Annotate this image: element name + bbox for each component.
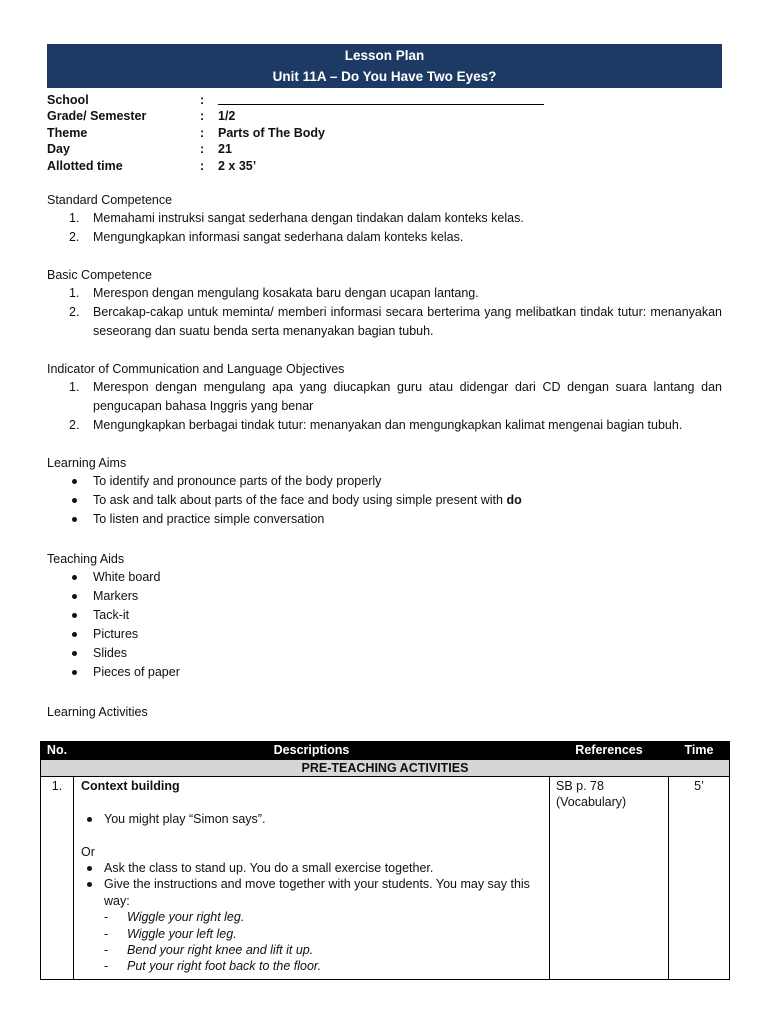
item-text: To ask and talk about parts of the face and body using simple present with (93, 493, 503, 507)
list-item (47, 587, 722, 606)
list-item (47, 303, 722, 341)
learning-activities-section (47, 703, 722, 721)
learning-activities-table (40, 741, 730, 980)
list-item (47, 644, 722, 663)
item-text: Ask the class to stand up. You do a small exercise together. (104, 861, 434, 875)
item-text: Merespon dengan mengulang kosakata baru dengan ucapan lantang. (93, 286, 479, 300)
row-description (74, 777, 550, 980)
info-label: Day (47, 142, 70, 157)
info-label: Allotted time (47, 158, 123, 173)
item-text: Markers (93, 589, 139, 603)
list-item (81, 860, 543, 876)
item-text: Bend your right knee and lift it up. (127, 943, 314, 958)
list-item (47, 472, 722, 491)
item-text: Mengungkapkan berbagai tindak tutur: menanyakan dan mengungkapkan kalimat mengenai bagian tubuh. (93, 418, 683, 432)
item-text: To listen and practice simple conversation (93, 512, 325, 526)
column-header-no: No. (41, 742, 74, 760)
list-item (47, 416, 722, 435)
list-item (47, 568, 722, 587)
column-header-references: References (550, 742, 669, 760)
item-number: 2. (69, 418, 80, 432)
info-colon: : (200, 93, 205, 107)
info-row-allotted-time (47, 158, 722, 174)
info-row-grade (47, 108, 722, 124)
info-value: 2 x 35’ (218, 158, 257, 173)
info-label: School (47, 93, 89, 107)
info-row-day (47, 141, 722, 157)
item-text: Merespon dengan mengulang apa yang diucapkan guru atau didengar dari CD dengan suara lantang dan pengucapan bahasa Inggris yang benar (93, 380, 722, 413)
indicator-section (47, 360, 722, 435)
list-item (81, 909, 543, 925)
list-item (47, 606, 722, 625)
info-label: Grade/ Semester (47, 109, 147, 124)
section-heading: Indicator of Communication and Language Objectives (47, 362, 345, 376)
item-number: 1. (69, 211, 80, 225)
list-item (47, 209, 722, 228)
info-value: 21 (218, 142, 232, 157)
info-label: Theme (47, 125, 88, 140)
item-number: 2. (69, 230, 80, 244)
bullet-icon (72, 517, 77, 522)
bold-keyword: do (506, 493, 522, 507)
info-value: Parts of The Body (218, 125, 325, 140)
reference-text: (Vocabulary) (556, 795, 627, 810)
item-text: Wiggle your right leg. (127, 910, 245, 925)
column-header-time: Time (669, 742, 730, 760)
info-colon: : (200, 142, 205, 157)
bullet-icon (87, 866, 92, 871)
section-heading: Learning Activities (47, 705, 148, 719)
bullet-icon (72, 632, 77, 637)
info-colon: : (200, 158, 205, 173)
item-text: Slides (93, 646, 128, 660)
bullet-icon (72, 575, 77, 580)
list-item (81, 811, 543, 827)
teaching-aids-section (47, 550, 722, 682)
dash-marker: - (104, 926, 109, 941)
list-item (47, 625, 722, 644)
list-item (47, 510, 722, 529)
item-text: Pictures (93, 627, 139, 641)
table-header-row (41, 742, 730, 760)
item-text: Memahami instruksi sangat sederhana dengan tindakan dalam konteks kelas. (93, 211, 524, 225)
item-number: 2. (69, 305, 80, 319)
item-number: 1. (69, 286, 80, 300)
info-colon: : (200, 125, 205, 140)
list-item (47, 491, 722, 510)
or-text: Or (81, 844, 95, 859)
item-text: To identify and pronounce parts of the body properly (93, 474, 382, 488)
list-item (81, 926, 543, 942)
info-row-school (47, 92, 722, 108)
standard-competence-section (47, 191, 722, 247)
info-block (47, 92, 722, 174)
bullet-icon (72, 498, 77, 503)
section-heading: Learning Aims (47, 456, 127, 470)
item-text: Bercakap-cakap untuk meminta/ memberi informasi secara berterima yang melibatkan tindak tutur: menanyakan seseorang dan suatu benda serta menanyakan bagian tubuh. (93, 305, 722, 338)
item-text: Give the instructions and move together with your students. You may say this way: (104, 877, 530, 908)
section-heading: Standard Competence (47, 193, 173, 207)
list-item (81, 942, 543, 958)
section-row (41, 760, 730, 777)
bullet-icon (72, 479, 77, 484)
info-value: 1/2 (218, 109, 236, 124)
school-blank-line (218, 104, 544, 105)
info-colon: : (200, 109, 205, 124)
row-references (550, 777, 669, 980)
item-text: Mengungkapkan informasi sangat sederhana dalam konteks kelas. (93, 230, 464, 244)
reference-text: SB p. 78 (556, 779, 604, 793)
item-text: Pieces of paper (93, 665, 180, 679)
bullet-icon (72, 651, 77, 656)
bullet-icon (72, 594, 77, 599)
item-text: Wiggle your left leg. (127, 926, 237, 941)
section-heading: Teaching Aids (47, 552, 125, 566)
pre-teaching-heading: PRE-TEACHING ACTIVITIES (41, 760, 730, 777)
row-number: 1. (41, 777, 74, 980)
item-text: Tack-it (93, 608, 130, 622)
item-number: 1. (69, 380, 80, 394)
list-item (47, 284, 722, 303)
document-subtitle: Unit 11A – Do You Have Two Eyes? (272, 69, 497, 84)
bullet-icon (87, 817, 92, 822)
section-heading: Basic Competence (47, 268, 152, 282)
list-item (47, 663, 722, 682)
dash-marker: - (104, 910, 109, 925)
bullet-icon (87, 882, 92, 887)
row-time: 5’ (669, 777, 730, 980)
dash-marker: - (104, 943, 109, 958)
list-item (81, 876, 543, 909)
bullet-icon (72, 670, 77, 675)
basic-competence-section (47, 266, 722, 341)
item-text: Put your right foot back to the floor. (127, 959, 322, 974)
activity-title: Context building (81, 779, 180, 793)
dash-marker: - (104, 959, 109, 974)
bullet-icon (72, 613, 77, 618)
item-text: White board (93, 570, 161, 584)
title-banner (47, 44, 722, 88)
document-title: Lesson Plan (344, 48, 425, 63)
list-item (81, 958, 543, 974)
table-row (41, 777, 730, 980)
info-row-theme (47, 125, 722, 141)
item-text: You might play “Simon says”. (104, 811, 266, 826)
list-item (47, 378, 722, 416)
list-item (47, 228, 722, 247)
column-header-descriptions: Descriptions (74, 742, 550, 760)
learning-aims-section (47, 454, 722, 529)
